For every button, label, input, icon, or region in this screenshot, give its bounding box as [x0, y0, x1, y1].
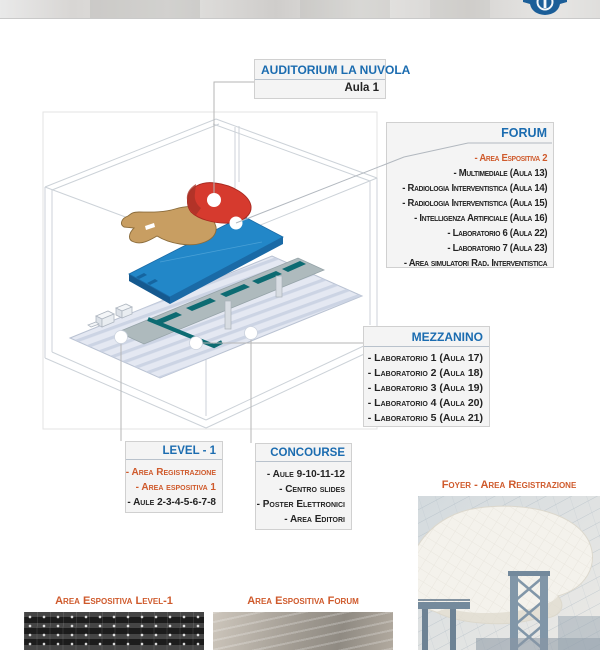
callout-mezzanino — [363, 326, 490, 427]
callout-item: - Radiologia Interventistica (Aula 15) — [402, 198, 548, 209]
callout-item: - Laboratorio 3 (Aula 19) — [367, 382, 483, 394]
callout-item: - Poster Elettronici — [256, 499, 345, 510]
mezzanino-title: MEZZANINO — [364, 327, 489, 347]
callout-item: - Intelligenza Artificiale (Aula 16) — [414, 213, 548, 224]
auditorium-title: AUDITORIUM LA NUVOLA — [255, 60, 385, 80]
callout-item: - Aule 9-10-11-12 — [266, 469, 345, 480]
callout-item: - Centro slides — [279, 484, 345, 495]
callout-item: - Laboratorio 7 (Aula 23) — [447, 243, 548, 254]
forum-title: FORUM — [501, 126, 547, 140]
callout-item: - Laboratorio 2 (Aula 18) — [367, 367, 483, 379]
callout-item: - Area espositiva 1 — [135, 482, 216, 493]
level1-title: LEVEL - 1 — [126, 442, 222, 460]
callout-item: - Laboratorio 4 (Aula 20) — [367, 397, 483, 409]
expo-level1-photo — [24, 612, 204, 650]
foyer-photo — [418, 496, 600, 650]
expo-level1-label: Area Espositiva Level-1 — [55, 595, 173, 607]
callout-item: - Radiologia Interventistica (Aula 14) — [402, 183, 548, 194]
callout-item: - Area Editori — [284, 514, 345, 525]
callout-item: - Area Espositiva 2 — [474, 153, 548, 164]
callout-item: - Laboratorio 6 (Aula 22) — [447, 228, 548, 239]
foyer-photo-label: Foyer - Area Registrazione — [441, 479, 577, 491]
callout-level1 — [125, 441, 223, 513]
expo-forum-label: Area Espositiva Forum — [247, 595, 359, 607]
callout-auditorium — [254, 59, 411, 99]
callout-forum — [386, 122, 554, 268]
callout-concourse — [255, 443, 352, 530]
concourse-title: CONCOURSE — [256, 444, 351, 462]
callout-item: - Laboratorio 5 (Aula 21) — [367, 412, 483, 424]
callout-item: - Multimediale (Aula 13) — [453, 168, 548, 179]
callout-item: - Area simulatori Rad. Interventistica — [403, 258, 548, 269]
callout-item: - Aule 2-3-4-5-6-7-8 — [127, 497, 216, 508]
callout-item: - Area Registrazione — [125, 467, 216, 478]
callout-item: - Laboratorio 1 (Aula 17) — [367, 352, 483, 364]
auditorium-room: Aula 1 — [344, 82, 379, 94]
expo-forum-photo — [213, 612, 393, 650]
